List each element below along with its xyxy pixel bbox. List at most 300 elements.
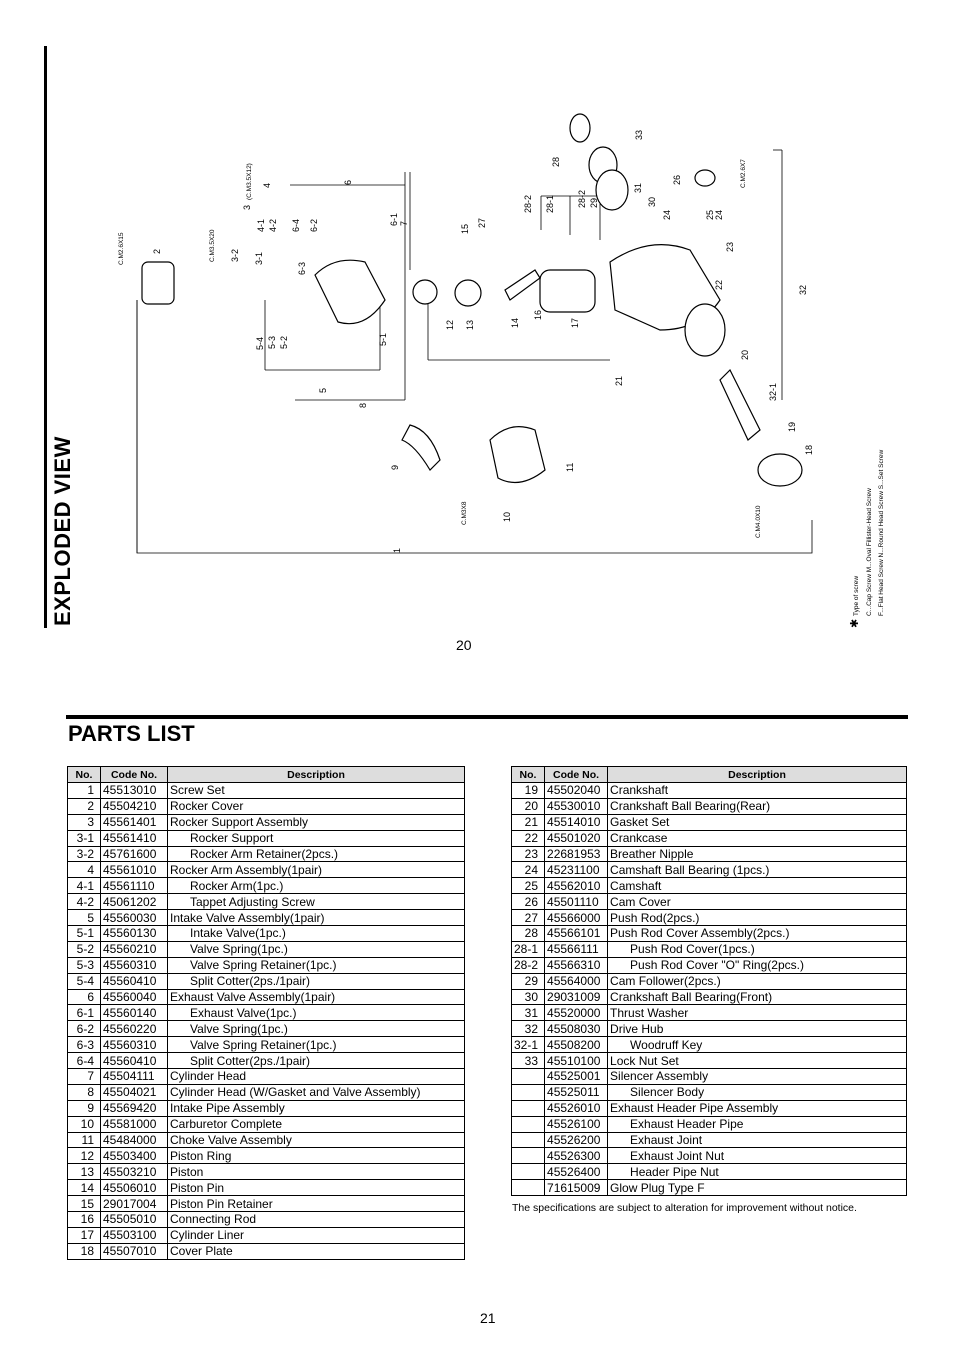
callout: 5-1	[378, 332, 388, 346]
cell-desc: Silencer Assembly	[608, 1069, 907, 1085]
cell-code: 45561401	[101, 814, 168, 830]
table-row	[68, 830, 465, 846]
callout: 22	[714, 279, 724, 290]
callout: 12	[445, 319, 455, 330]
cell-desc: Glow Plug Type F	[608, 1180, 907, 1196]
cell-no: 4-2	[68, 894, 101, 910]
cell-code: 45562010	[545, 878, 608, 894]
cell-code: 45530010	[545, 798, 608, 814]
cell-code: 45506010	[101, 1180, 168, 1196]
table-row	[68, 926, 465, 942]
cell-desc: Thrust Washer	[608, 1005, 907, 1021]
cell-no: 12	[68, 1148, 101, 1164]
cell-code: 45513010	[101, 783, 168, 799]
cell-desc: Push Rod Cover(1pcs.)	[608, 941, 907, 957]
svg-text:Type of screw: Type of screw	[853, 575, 860, 616]
cell-no: 9	[68, 1100, 101, 1116]
cell-code: 45503400	[101, 1148, 168, 1164]
callout: 19	[787, 421, 797, 432]
cell-no: 4-1	[68, 878, 101, 894]
cell-desc: Gasket Set	[608, 814, 907, 830]
table-row	[512, 1005, 907, 1021]
cell-code: 45560410	[101, 1053, 168, 1069]
exploded-view-title: EXPLODED VIEW	[50, 436, 75, 626]
cell-no	[512, 1084, 545, 1100]
cell-code: 45507010	[101, 1243, 168, 1259]
table-row	[512, 1148, 907, 1164]
table-row	[68, 1021, 465, 1037]
cell-desc: Push Rod Cover "O" Ring(2pcs.)	[608, 957, 907, 973]
table-row	[512, 957, 907, 973]
cell-code: 45560220	[101, 1021, 168, 1037]
screw-legend	[849, 450, 885, 628]
callout: 5-3	[267, 335, 277, 349]
cell-no: 21	[512, 814, 545, 830]
cell-code: 45502040	[545, 783, 608, 799]
callout: 4-1	[256, 218, 266, 232]
table-row	[512, 1116, 907, 1132]
cell-desc: Exhaust Joint	[608, 1132, 907, 1148]
callout: 28	[551, 156, 561, 167]
cell-code: 45510100	[545, 1053, 608, 1069]
cell-no	[512, 1116, 545, 1132]
cell-desc: Crankshaft	[608, 783, 907, 799]
cell-desc: Piston Pin	[168, 1180, 465, 1196]
cell-no: 11	[68, 1132, 101, 1148]
cell-desc: Cam Follower(2pcs.)	[608, 973, 907, 989]
cell-no: 17	[68, 1227, 101, 1243]
cell-no: 28	[512, 926, 545, 942]
cell-code: 29031009	[545, 989, 608, 1005]
cell-code: 45566000	[545, 910, 608, 926]
section-divider	[66, 715, 908, 719]
cell-no: 16	[68, 1212, 101, 1228]
cell-desc: Exhaust Header Pipe Assembly	[608, 1100, 907, 1116]
cell-no: 13	[68, 1164, 101, 1180]
table-row	[512, 926, 907, 942]
spec-note: The specifications are subject to alteration for improvement without notice.	[512, 1202, 857, 1214]
cell-no: 28-1	[512, 941, 545, 957]
svg-text:C.M3.5X20: C.M3.5X20	[209, 229, 216, 262]
svg-text:C.M2.6X7: C.M2.6X7	[740, 159, 747, 188]
page-number: 20	[456, 637, 472, 653]
cell-code: 45526400	[545, 1164, 608, 1180]
cell-code: 45508200	[545, 1037, 608, 1053]
table-row	[68, 1148, 465, 1164]
cell-no: 2	[68, 798, 101, 814]
cell-desc: Woodruff Key	[608, 1037, 907, 1053]
table-row	[512, 1069, 907, 1085]
cell-desc: Rocker Arm Retainer(2pcs.)	[168, 846, 465, 862]
cell-no: 33	[512, 1053, 545, 1069]
cell-no: 23	[512, 846, 545, 862]
cell-desc: Piston	[168, 1164, 465, 1180]
cell-code: 45560130	[101, 926, 168, 942]
cell-no: 4	[68, 862, 101, 878]
svg-text:C.M3X8: C.M3X8	[461, 501, 468, 525]
cell-desc: Exhaust Joint Nut	[608, 1148, 907, 1164]
callout: 4-2	[268, 218, 278, 232]
cell-desc: Crankshaft Ball Bearing(Rear)	[608, 798, 907, 814]
cell-desc: Intake Pipe Assembly	[168, 1100, 465, 1116]
cell-no: 22	[512, 830, 545, 846]
col-code: Code No.	[101, 767, 168, 783]
cell-code: 45231100	[545, 862, 608, 878]
cell-desc: Valve Spring Retainer(1pc.)	[168, 957, 465, 973]
table-row	[68, 1005, 465, 1021]
page-number: 21	[480, 1310, 496, 1326]
cell-desc: Crankcase	[608, 830, 907, 846]
callout: 16	[533, 309, 543, 320]
callout: 28-2	[577, 189, 587, 208]
table-row	[68, 1100, 465, 1116]
callout: 6-4	[291, 218, 301, 232]
table-row	[512, 830, 907, 846]
table-row	[68, 798, 465, 814]
cell-no: 19	[512, 783, 545, 799]
callout: 5	[318, 387, 328, 393]
parts-table-right	[511, 766, 907, 1196]
cell-no: 6-3	[68, 1037, 101, 1053]
cell-code: 45503210	[101, 1164, 168, 1180]
cell-code: 45061202	[101, 894, 168, 910]
callout: 24	[662, 209, 672, 220]
cell-desc: Rocker Arm Assembly(1pair)	[168, 862, 465, 878]
cell-code: 45560140	[101, 1005, 168, 1021]
table-row	[68, 1069, 465, 1085]
cell-desc: Silencer Body	[608, 1084, 907, 1100]
table-row	[512, 814, 907, 830]
table-row	[68, 894, 465, 910]
callout: 7	[399, 220, 409, 226]
col-code: Code No.	[545, 767, 608, 783]
col-no: No.	[512, 767, 545, 783]
cell-no: 6	[68, 989, 101, 1005]
table-row	[68, 1116, 465, 1132]
cell-code: 45501110	[545, 894, 608, 910]
callout: 10	[502, 511, 512, 522]
table-row	[512, 989, 907, 1005]
cell-desc: Exhaust Valve(1pc.)	[168, 1005, 465, 1021]
cell-no	[512, 1180, 545, 1196]
cell-code: 45761600	[101, 846, 168, 862]
cell-no: 8	[68, 1084, 101, 1100]
table-row	[512, 894, 907, 910]
svg-text:C...Cap Screw M...Oval Fillis: C...Cap Screw M...Oval Fillister-Head Screw	[866, 488, 873, 616]
callout: 28-2	[523, 194, 533, 213]
cell-code: 45501020	[545, 830, 608, 846]
cell-code: 45560210	[101, 941, 168, 957]
callout: 30	[647, 196, 657, 207]
cell-code: 45564000	[545, 973, 608, 989]
cell-code: 45503100	[101, 1227, 168, 1243]
cell-code: 45504111	[101, 1069, 168, 1085]
table-row	[68, 910, 465, 926]
parts-list-title: PARTS LIST	[68, 721, 195, 746]
table-row	[68, 878, 465, 894]
table-row	[512, 1021, 907, 1037]
cell-desc: Camshaft	[608, 878, 907, 894]
table-row	[512, 941, 907, 957]
table-row	[68, 957, 465, 973]
cell-desc: Carburetor Complete	[168, 1116, 465, 1132]
callout: 6	[343, 179, 353, 185]
cell-code: 45560310	[101, 957, 168, 973]
cell-desc: Push Rod Cover Assembly(2pcs.)	[608, 926, 907, 942]
cell-code: 45560030	[101, 910, 168, 926]
callout: 2	[152, 248, 162, 254]
table-row	[68, 973, 465, 989]
cell-desc: Rocker Support	[168, 830, 465, 846]
cell-no: 31	[512, 1005, 545, 1021]
cell-desc: Piston Pin Retainer	[168, 1196, 465, 1212]
table-row	[512, 878, 907, 894]
cell-desc: Crankshaft Ball Bearing(Front)	[608, 989, 907, 1005]
callout: 4	[262, 182, 272, 188]
exploded-view-diagram	[0, 0, 954, 640]
callout: 11	[565, 462, 575, 472]
table-row	[68, 862, 465, 878]
cell-code: 45561010	[101, 862, 168, 878]
callout: 5-2	[279, 335, 289, 349]
callout: 23	[725, 241, 735, 252]
cell-desc: Split Cotter(2ps./1pair)	[168, 1053, 465, 1069]
table-row	[512, 1084, 907, 1100]
cell-code: 45525011	[545, 1084, 608, 1100]
cell-desc: Cylinder Liner	[168, 1227, 465, 1243]
cell-desc: Exhaust Valve Assembly(1pair)	[168, 989, 465, 1005]
cell-no: 6-4	[68, 1053, 101, 1069]
cell-no: 7	[68, 1069, 101, 1085]
cell-no: 25	[512, 878, 545, 894]
svg-text:C.M4.0X10: C.M4.0X10	[755, 505, 762, 538]
cell-no: 3-1	[68, 830, 101, 846]
col-no: No.	[68, 767, 101, 783]
cell-code: 45504210	[101, 798, 168, 814]
cell-desc: Screw Set	[168, 783, 465, 799]
cell-no: 26	[512, 894, 545, 910]
table-row	[68, 783, 465, 799]
cell-no	[512, 1132, 545, 1148]
callout: 32	[798, 284, 808, 295]
table-row	[68, 846, 465, 862]
svg-text:✱: ✱	[849, 618, 861, 628]
table-row	[512, 1100, 907, 1116]
callout: 26	[672, 174, 682, 185]
cell-code: 29017004	[101, 1196, 168, 1212]
cell-no: 32-1	[512, 1037, 545, 1053]
cell-code: 45569420	[101, 1100, 168, 1116]
callout: 32-1	[768, 382, 778, 401]
cell-code: 45520000	[545, 1005, 608, 1021]
callout: 1	[392, 547, 402, 553]
cell-no: 3-2	[68, 846, 101, 862]
callout: 6-1	[389, 212, 399, 226]
cell-no: 27	[512, 910, 545, 926]
cell-code: 45560310	[101, 1037, 168, 1053]
table-row	[512, 910, 907, 926]
cell-desc: Split Cotter(2ps./1pair)	[168, 973, 465, 989]
table-row	[512, 1164, 907, 1180]
cell-no: 6-2	[68, 1021, 101, 1037]
cell-desc: Connecting Rod	[168, 1212, 465, 1228]
cell-desc: Cam Cover	[608, 894, 907, 910]
cell-code: 22681953	[545, 846, 608, 862]
cell-no: 24	[512, 862, 545, 878]
table-row	[68, 814, 465, 830]
cell-no: 15	[68, 1196, 101, 1212]
callout: 15	[460, 223, 470, 234]
cell-desc: Piston Ring	[168, 1148, 465, 1164]
table-row	[68, 1243, 465, 1259]
table-row	[68, 1212, 465, 1228]
table-row	[68, 1164, 465, 1180]
cell-desc: Camshaft Ball Bearing (1pcs.)	[608, 862, 907, 878]
cell-no: 18	[68, 1243, 101, 1259]
cell-desc: Rocker Arm(1pc.)	[168, 878, 465, 894]
cell-code: 45560040	[101, 989, 168, 1005]
callout: 33	[634, 129, 644, 140]
cell-code: 45561110	[101, 878, 168, 894]
callout: 6-3	[297, 261, 307, 275]
cell-desc: Exhaust Header Pipe	[608, 1116, 907, 1132]
callout: 3-2	[230, 248, 240, 262]
cell-code: 45526010	[545, 1100, 608, 1116]
callout: 20	[740, 349, 750, 360]
cell-desc: Rocker Support Assembly	[168, 814, 465, 830]
cell-no: 5-3	[68, 957, 101, 973]
callout: 8	[358, 402, 368, 408]
cell-no	[512, 1148, 545, 1164]
cell-desc: Push Rod(2pcs.)	[608, 910, 907, 926]
cell-desc: Breather Nipple	[608, 846, 907, 862]
callout: 28-1	[545, 194, 555, 213]
table-row	[512, 846, 907, 862]
cell-desc: Valve Spring(1pc.)	[168, 1021, 465, 1037]
callout: 6-2	[309, 218, 319, 232]
table-row	[512, 973, 907, 989]
cell-code: 45566310	[545, 957, 608, 973]
callout: 31	[633, 182, 643, 193]
table-row	[68, 1053, 465, 1069]
callout: 29	[589, 197, 599, 208]
table-row	[68, 1132, 465, 1148]
table-row	[68, 1037, 465, 1053]
cell-no	[512, 1164, 545, 1180]
table-row	[512, 783, 907, 799]
callout: 9	[390, 464, 400, 470]
cell-desc: Rocker Cover	[168, 798, 465, 814]
table-row	[68, 1196, 465, 1212]
cell-desc: Valve Spring Retainer(1pc.)	[168, 1037, 465, 1053]
cell-no: 5-4	[68, 973, 101, 989]
table-row	[68, 989, 465, 1005]
cell-desc: Valve Spring(1pc.)	[168, 941, 465, 957]
callout: 25	[705, 209, 715, 220]
cell-desc: Cylinder Head (W/Gasket and Valve Assembly)	[168, 1084, 465, 1100]
cell-desc: Tappet Adjusting Screw	[168, 894, 465, 910]
callout: 24	[714, 209, 724, 220]
cell-code: 45526100	[545, 1116, 608, 1132]
cell-desc: Header Pipe Nut	[608, 1164, 907, 1180]
cell-desc: Choke Valve Assembly	[168, 1132, 465, 1148]
table-row	[68, 1180, 465, 1196]
svg-text:C.M2.6X15: C.M2.6X15	[118, 232, 125, 265]
cell-no: 28-2	[512, 957, 545, 973]
table-row	[512, 798, 907, 814]
cell-desc: Intake Valve Assembly(1pair)	[168, 910, 465, 926]
table-row	[512, 1132, 907, 1148]
cell-no: 1	[68, 783, 101, 799]
cell-no: 5-1	[68, 926, 101, 942]
callout: 17	[570, 317, 580, 328]
svg-text:(C.M3.5X12): (C.M3.5X12)	[246, 163, 253, 200]
cell-no: 30	[512, 989, 545, 1005]
cell-desc: Cover Plate	[168, 1243, 465, 1259]
cell-code: 45504021	[101, 1084, 168, 1100]
callout: 21	[614, 375, 624, 386]
callout: 13	[465, 319, 475, 330]
cell-no: 10	[68, 1116, 101, 1132]
cell-code: 45560410	[101, 973, 168, 989]
callout: 5-4	[255, 336, 265, 350]
cell-desc: Drive Hub	[608, 1021, 907, 1037]
cell-code: 71615009	[545, 1180, 608, 1196]
table-row	[68, 1227, 465, 1243]
cell-no: 29	[512, 973, 545, 989]
parts-table-left	[67, 766, 465, 1260]
cell-no: 5	[68, 910, 101, 926]
cell-code: 45484000	[101, 1132, 168, 1148]
callout: 14	[510, 317, 520, 328]
cell-no: 6-1	[68, 1005, 101, 1021]
col-desc: Description	[168, 767, 465, 783]
cell-code: 45566111	[545, 941, 608, 957]
cell-code: 45508030	[545, 1021, 608, 1037]
cell-desc: Lock Nut Set	[608, 1053, 907, 1069]
callout: 27	[477, 217, 487, 228]
cell-no: 3	[68, 814, 101, 830]
cell-no	[512, 1069, 545, 1085]
callout: 3-1	[254, 251, 264, 265]
svg-text:F...Flat Head Screw N...Round: F...Flat Head Screw N...Round Head Screw S...Set Screw	[878, 449, 885, 616]
cell-no: 5-2	[68, 941, 101, 957]
table-row	[512, 862, 907, 878]
cell-no	[512, 1100, 545, 1116]
cell-code: 45514010	[545, 814, 608, 830]
callout: 18	[804, 444, 814, 455]
callout: 3	[242, 204, 252, 210]
table-row	[68, 941, 465, 957]
cell-no: 14	[68, 1180, 101, 1196]
cell-no: 32	[512, 1021, 545, 1037]
cell-code: 45581000	[101, 1116, 168, 1132]
cell-desc: Intake Valve(1pc.)	[168, 926, 465, 942]
col-desc: Description	[608, 767, 907, 783]
cell-code: 45505010	[101, 1212, 168, 1228]
table-row	[512, 1180, 907, 1196]
cell-code: 45566101	[545, 926, 608, 942]
table-row	[512, 1037, 907, 1053]
cell-code: 45525001	[545, 1069, 608, 1085]
cell-code: 45526300	[545, 1148, 608, 1164]
table-row	[68, 1084, 465, 1100]
cell-code: 45561410	[101, 830, 168, 846]
table-row	[512, 1053, 907, 1069]
cell-code: 45526200	[545, 1132, 608, 1148]
cell-desc: Cylinder Head	[168, 1069, 465, 1085]
cell-no: 20	[512, 798, 545, 814]
